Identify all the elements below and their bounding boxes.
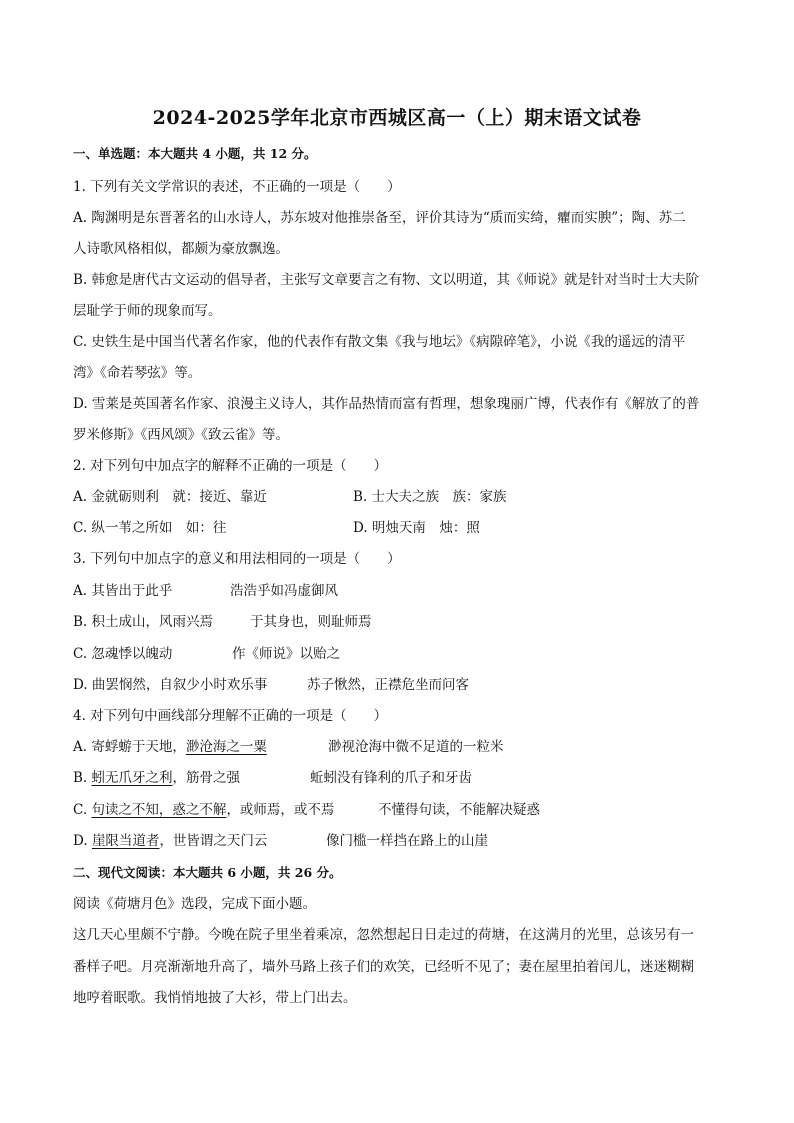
section-heading-2: 二、现代文阅读：本大题共 6 小题，共 26 分。 — [73, 865, 342, 880]
q4-option-b-suffix: ，筋骨之强 — [172, 770, 241, 786]
q2-option-a: A. 金就砺则利 就：接近、靠近 — [73, 489, 267, 505]
q2-option-b: B. 士大夫之族 族：家族 — [353, 489, 507, 505]
q4-option-b-underlined: 蚓无爪牙之利 — [91, 770, 173, 786]
q3-option-a-sentence2: 浩浩乎如冯虚御风 — [230, 583, 338, 599]
q3-option-d-sentence1: D. 曲罢悯然，自叙少小时欢乐事 — [73, 677, 268, 693]
q4-option-c-suffix: ，或师焉，或不焉 — [226, 802, 335, 818]
q4-option-a-prefix: A. 寄蜉蝣于天地， — [73, 739, 186, 755]
q3-option-c-sentence1: C. 忽魂悸以魄动 — [73, 646, 173, 662]
q1-option-d-line1: D. 雪莱是英国著名作家、浪漫主义诗人，其作品热情而富有哲理，想象瑰丽广博，代表作有《解放了的普 — [73, 396, 700, 412]
q2-option-d: D. 明烛天南 烛：照 — [353, 520, 480, 536]
q1-option-d-line2: 罗米修斯》《西风颂》《致云雀》等。 — [73, 427, 289, 443]
passage-line-3: 地哼着眠歌。我悄悄地披了大衫，带上门出去。 — [73, 990, 357, 1006]
question-3-stem: 3. 下列句中加点字的意义和用法相同的一项是（ ） — [73, 551, 401, 567]
q1-option-a-line2: 人诗歌风格相似，都颇为豪放飘逸。 — [73, 241, 289, 257]
section-heading-1: 一、单选题：本大题共 4 小题，共 12 分。 — [73, 146, 317, 161]
q4-option-a-gloss: 渺视沧海中微不足道的一粒米 — [328, 739, 504, 755]
q4-option-d-prefix: D. — [73, 833, 92, 849]
q3-option-b-sentence2: 于其身也，则耻师焉 — [250, 614, 372, 630]
q4-option-d-suffix: ，世皆谓之天门云 — [159, 833, 268, 849]
q4-option-c — [73, 801, 334, 819]
q3-option-b-sentence1: B. 积土成山，风雨兴焉 — [73, 614, 214, 630]
q4-option-a — [73, 738, 267, 756]
page-title: 2024-2025学年北京市西城区高一（上）期末语文试卷 — [152, 107, 642, 129]
q4-option-c-underlined: 句读之不知，惑之不解 — [91, 802, 227, 818]
q3-option-c-sentence2: 作《师说》以贻之 — [232, 646, 340, 662]
q1-option-c-line2: 湾》《命若琴弦》等。 — [73, 365, 202, 381]
q3-option-a-sentence1: A. 其皆出于此乎 — [73, 583, 173, 599]
q4-option-d-underlined: 崖限当道者 — [91, 833, 160, 849]
q4-option-b-gloss: 蚯蚓没有锋利的爪子和牙齿 — [310, 770, 472, 786]
q2-option-c: C. 纵一苇之所如 如：往 — [73, 520, 227, 536]
passage-line-1: 这几天心里颇不宁静。今晚在院子里坐着乘凉，忽然想起日日走过的荷塘，在这满月的光里，总该另有一 — [73, 927, 694, 943]
q4-option-a-underlined: 渺沧海之一粟 — [185, 739, 267, 755]
question-2-stem: 2. 对下列句中加点字的解释不正确的一项是（ ） — [73, 458, 388, 474]
q4-option-d-gloss: 像门槛一样挡在路上的山崖 — [326, 833, 488, 849]
reading-instruction: 阅读《荷塘月色》选段，完成下面小题。 — [73, 896, 316, 912]
passage-line-2: 番样子吧。月亮渐渐地升高了，墙外马路上孩子们的欢笑，已经听不见了；妻在屋里拍着闰儿，迷迷糊糊 — [73, 959, 694, 975]
question-1-stem: 1. 下列有关文学常识的表述，不正确的一项是（ ） — [73, 179, 401, 195]
question-4-stem: 4. 对下列句中画线部分理解不正确的一项是（ ） — [73, 708, 388, 724]
q4-option-c-gloss: 不懂得句读，不能解决疑惑 — [378, 802, 540, 818]
q4-option-b — [73, 769, 240, 787]
q3-option-d-sentence2: 苏子愀然，正襟危坐而问客 — [307, 677, 469, 693]
q4-option-b-prefix: B. — [73, 770, 92, 786]
q1-option-b-line1: B. 韩愈是唐代古文运动的倡导者，主张写文章要言之有物、文以明道，其《师说》就是针对当时士大夫阶 — [73, 272, 700, 288]
q1-option-b-line2: 层耻学于师的现象而写。 — [73, 303, 222, 319]
q4-option-c-prefix: C. — [73, 802, 92, 818]
q4-option-d — [73, 832, 267, 850]
q1-option-a-line1: A. 陶渊明是东晋著名的山水诗人，苏东坡对他推崇备至，评价其诗为“质而实绮，癯而实腴”；陶、苏二 — [73, 210, 686, 226]
q1-option-c-line1: C. 史铁生是中国当代著名作家，他的代表作有散文集《我与地坛》《病隙碎笔》，小说《我的遥远的清平 — [73, 334, 686, 350]
